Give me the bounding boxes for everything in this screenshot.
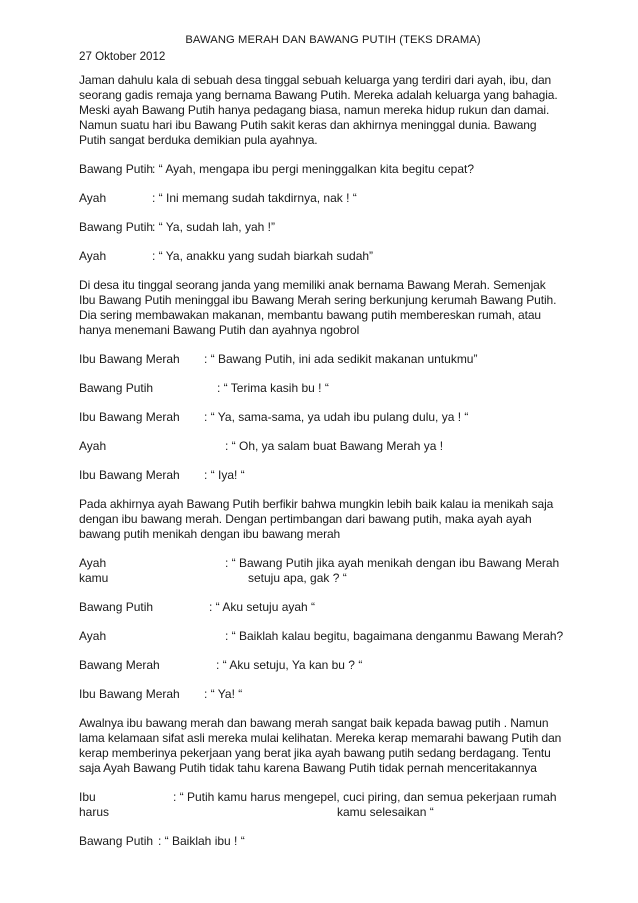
dialog-row bbox=[79, 468, 569, 483]
dialog-line: : “ Ya, sudah lah, yah !” bbox=[152, 220, 275, 234]
text-line: saja Ayah Bawang Putih tidak tahu karena Bawang Putih tidak pernah menceritakannya bbox=[79, 761, 537, 775]
dialog-line: : “ Baiklah ibu ! “ bbox=[158, 834, 245, 848]
narration-paragraph-2 bbox=[79, 278, 569, 338]
text-line: bawang putih menikah dengan ibu bawang merah bbox=[79, 527, 341, 541]
text-line: hanya menemani Bawang Putih dan ayahnya ngobrol bbox=[79, 323, 360, 337]
dialog-row-continued bbox=[79, 571, 569, 586]
dialog-row bbox=[79, 629, 569, 644]
narration-paragraph-4 bbox=[79, 716, 569, 776]
speaker-name: Ibu Bawang Merah bbox=[79, 468, 180, 482]
dialog-row bbox=[79, 162, 569, 177]
text-line: Awalnya ibu bawang merah dan bawang merah sangat baik kepada bawag putih . Namun bbox=[79, 716, 549, 730]
text-line: kerap memberinya pekerjaan yang berat jika ayah bawang putih sedang berdagang. Tentu bbox=[79, 746, 551, 760]
speaker-name: Ayah bbox=[79, 629, 107, 643]
dialog-line: : “ Oh, ya salam buat Bawang Merah ya ! bbox=[225, 439, 444, 453]
dialog-line: : “ Ya, sama-sama, ya udah ibu pulang dulu, ya ! “ bbox=[204, 410, 469, 424]
speaker-name: Ayah bbox=[79, 249, 107, 263]
dialog-row bbox=[79, 834, 569, 849]
speaker-name: Ibu bbox=[79, 790, 96, 804]
wrapped-text: kamu bbox=[79, 571, 109, 585]
dialog-row-continued bbox=[79, 805, 569, 820]
dialog-line: : “ Ini memang sudah takdirnya, nak ! “ bbox=[152, 191, 357, 205]
speaker-name: Ibu Bawang Merah bbox=[79, 352, 180, 366]
speaker-name: Ayah bbox=[79, 439, 107, 453]
speaker-name: Bawang Putih bbox=[79, 600, 154, 614]
dialog-row bbox=[79, 381, 569, 396]
document-page bbox=[79, 34, 569, 849]
dialog-line: : “ Ya, anakku yang sudah biarkah sudah” bbox=[152, 249, 374, 263]
dialog-row bbox=[79, 439, 569, 454]
dialog-line: : “ Terima kasih bu ! “ bbox=[217, 381, 329, 395]
text-line: Putih sangat berduka demikian pula ayahnya. bbox=[79, 133, 318, 147]
dialog-line: : “ Ayah, mengapa ibu pergi meninggalkan kita begitu cepat? bbox=[152, 162, 474, 176]
dialog-line: : “ Putih kamu harus mengepel, cuci piring, dan semua pekerjaan rumah bbox=[173, 790, 557, 804]
speaker-name: Bawang Putih bbox=[79, 162, 154, 176]
dialog-line: : “ Bawang Putih, ini ada sedikit makanan untukmu” bbox=[204, 352, 478, 366]
dialog-line: : “ Aku setuju, Ya kan bu ? “ bbox=[216, 658, 363, 672]
dialog-row bbox=[79, 352, 569, 367]
speaker-name: Bawang Putih bbox=[79, 834, 154, 848]
dialog-row bbox=[79, 790, 569, 805]
speaker-name: Ibu Bawang Merah bbox=[79, 410, 180, 424]
text-line: dengan ibu bawang merah. Dengan pertimbangan dari bawang putih, maka ayah ayah bbox=[79, 512, 532, 526]
narration-paragraph-3 bbox=[79, 497, 569, 542]
wrapped-text: harus bbox=[79, 805, 110, 819]
speaker-name: Bawang Putih bbox=[79, 381, 154, 395]
text-line: Pada akhirnya ayah Bawang Putih berfikir bahwa mungkin lebih baik kalau ia menikah saja bbox=[79, 497, 554, 511]
dialog-row bbox=[79, 410, 569, 425]
dialog-line: : “ Ya! “ bbox=[204, 687, 243, 701]
text-line: Di desa itu tinggal seorang janda yang memiliki anak bernama Bawang Merah. Semenjak bbox=[79, 278, 546, 292]
document-title: BAWANG MERAH DAN BAWANG PUTIH (TEKS DRAMA) bbox=[185, 34, 481, 46]
dialog-line: : “ Iya! “ bbox=[204, 468, 245, 482]
text-line: Meski ayah Bawang Putih hanya pedagang biasa, namun mereka hidup rukun dan damai. bbox=[79, 103, 550, 117]
dialog-row bbox=[79, 249, 569, 264]
text-line: Jaman dahulu kala di sebuah desa tinggal sebuah keluarga yang terdiri dari ayah, ibu, dan bbox=[79, 73, 552, 87]
text-line: lama kelamaan sifat asli mereka mulai kelihatan. Mereka kerap memarahi bawang Putih dan bbox=[79, 731, 562, 745]
dialog-row bbox=[79, 220, 569, 235]
text-line: seorang gadis remaja yang bernama Bawang Putih. Mereka adalah keluarga yang bahagia. bbox=[79, 88, 558, 102]
dialog-row bbox=[79, 687, 569, 702]
dialog-row bbox=[79, 600, 569, 615]
speaker-name: Bawang Putih bbox=[79, 220, 154, 234]
dialog-row bbox=[79, 191, 569, 206]
text-line: Dia sering membawakan makanan, membantu bawang putih membereskan rumah, atau bbox=[79, 308, 541, 322]
dialog-row bbox=[79, 556, 569, 571]
text-line: Ibu Bawang Putih meninggal ibu Bawang Merah sering berkunjung kerumah Bawang Putih. bbox=[79, 293, 557, 307]
speaker-name: Bawang Merah bbox=[79, 658, 160, 672]
text-line: Namun suatu hari ibu Bawang Putih sakit keras dan akhirnya meninggal dunia. Bawang bbox=[79, 118, 537, 132]
speaker-name: Ibu Bawang Merah bbox=[79, 687, 180, 701]
speaker-name: Ayah bbox=[79, 191, 107, 205]
dialog-line: : “ Aku setuju ayah “ bbox=[209, 600, 316, 614]
wrapped-text: setuju apa, gak ? “ bbox=[248, 571, 347, 585]
document-date: 27 Oktober 2012 bbox=[79, 50, 166, 63]
speaker-name: Ayah bbox=[79, 556, 107, 570]
narration-paragraph-1 bbox=[79, 73, 569, 148]
wrapped-text: kamu selesaikan “ bbox=[337, 805, 434, 819]
dialog-line: : “ Baiklah kalau begitu, bagaimana denganmu Bawang Merah? bbox=[225, 629, 564, 643]
dialog-line: : “ Bawang Putih jika ayah menikah dengan ibu Bawang Merah bbox=[225, 556, 560, 570]
dialog-row bbox=[79, 658, 569, 673]
